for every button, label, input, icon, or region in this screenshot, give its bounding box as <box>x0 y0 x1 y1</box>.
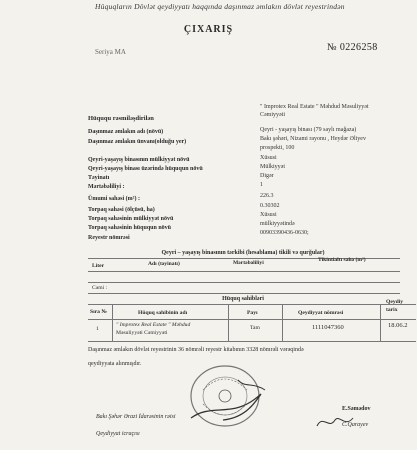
field-value: Mülkiyyət <box>260 164 285 170</box>
signatory-1: E.Səmədov <box>342 406 371 412</box>
divider <box>88 282 400 283</box>
column-header: Tikintialtı sahə (m²) <box>318 257 366 263</box>
divider <box>88 304 416 305</box>
column-header: Payı <box>247 310 258 316</box>
office-head-label: Bakı Şəhər Ərazi İdarəsinin rəisi <box>96 414 176 420</box>
owner-registration-number: 1111047360 <box>312 324 344 331</box>
owner-registration-date: 18.06.2 <box>388 322 408 329</box>
divider <box>88 319 416 320</box>
divider <box>88 341 416 342</box>
document-number: № 0226258 <box>327 42 378 53</box>
field-value: Digər <box>260 173 274 179</box>
owner-row-number: 1 <box>96 326 99 332</box>
field-value: Xüsusi <box>260 212 277 218</box>
owner-name-line: Məsuliyyəti Cəmiyyəti <box>116 330 168 336</box>
field-value: 0.30302 <box>260 203 280 209</box>
divider <box>380 304 381 342</box>
field-label: Mərtəbəliliyi : <box>88 184 125 190</box>
field-value: Xüsusi <box>260 155 277 161</box>
divider <box>88 293 400 294</box>
signature-mark <box>315 412 355 432</box>
column-header: Mərtəbəliliyi <box>233 260 264 266</box>
column-header: Hüquq sahibinin adı <box>138 310 188 316</box>
building-table-title: Qeyri – yaşayış binasının tərkibi (hesablama) tikili və qurğular) <box>161 250 325 256</box>
field-value: prospekti, 100 <box>260 145 295 151</box>
executor-label: Qeydiyyat icraçısı <box>96 431 140 437</box>
column-header: Qeydiyyat nömrəsi <box>298 310 344 316</box>
total-row-label: Cəmi : <box>92 285 108 291</box>
field-value: 00903390436-0630; <box>260 230 309 236</box>
owner-table-title: Hüquq sahibləri <box>222 296 264 302</box>
document-title: ÇIXARIŞ <box>183 24 234 35</box>
field-label: Qeyri-yaşayış binasının mülkiyyət növü <box>88 157 190 163</box>
column-header: Sıra № <box>90 309 107 315</box>
field-value: 226.3 <box>260 193 274 199</box>
column-header: Adı (təyinatı) <box>148 261 180 267</box>
field-label: Torpaq sahəsinin hüququn növü <box>88 225 171 231</box>
field-label: Torpaq sahəsinin mülkiyyət növü <box>88 216 174 222</box>
divider <box>88 271 400 272</box>
owner-name-line: " Improtex Real Estate " Məhdud <box>116 322 191 328</box>
divider <box>282 304 283 342</box>
field-value: 1 <box>260 182 263 188</box>
footer-line-1: Daşınmaz əmlakın dövlət reyestrinin 36 nömrəli reyestr kitabının 3328 nömrəli vərəqində <box>88 347 304 353</box>
field-value: Bakı şəhəri, Nizami rayonu , Heydər Əliyev <box>260 136 366 142</box>
field-value: mülkiyyətində <box>260 221 295 227</box>
field-label: Daşınmaz əmlakın adı (növü) <box>88 129 164 135</box>
column-header: Qeydiy tarix <box>386 299 404 313</box>
holder-value-line-1: " Improtex Real Estate " Məhdud Məsuliyyət <box>260 104 369 110</box>
field-label: Ümumi sahəsi (m²) : <box>88 196 140 202</box>
signatory-2: C.Qarayev <box>342 422 369 428</box>
column-header: Liter <box>92 263 105 269</box>
field-label: Torpaq sahəsi (ölçüsü, ha) <box>88 207 155 213</box>
owner-share: Tam <box>250 325 260 331</box>
footer-line-2: qeydiyyata alınmışdır. <box>88 361 142 367</box>
official-seal-stamp <box>183 360 273 432</box>
divider <box>228 304 229 342</box>
header-text: Hüquqların Dövlət qeydiyyatı haqqında daşınmaz əmlakın dövlət reyestrindən <box>95 2 345 11</box>
rights-section-title: Hüququ rəsmiləşdirilən <box>88 115 154 122</box>
field-label: Təyinatı <box>88 175 110 181</box>
field-value: Qeyri - yaşayış binası (79 saylı mağaza) <box>260 127 357 133</box>
field-label: Qeyri-yaşayış binası üzərində hüququn növü <box>88 166 203 172</box>
holder-value-line-2: Cəmiyyəti <box>260 112 285 118</box>
divider <box>112 304 113 342</box>
field-label: Daşınmaz əmlakın ünvanı(olduğu yer) <box>88 139 187 145</box>
field-label: Reyestr nömrəsi <box>88 235 130 241</box>
seria-label: Seriya MA <box>95 48 126 56</box>
